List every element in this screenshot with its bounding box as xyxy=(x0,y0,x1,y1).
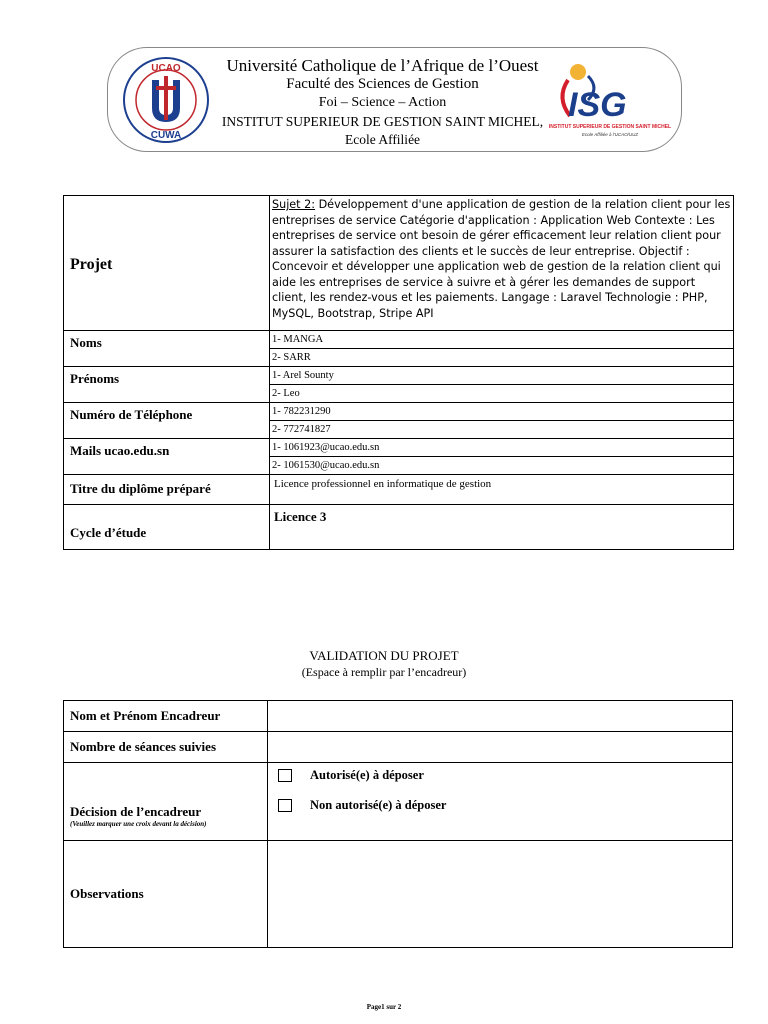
noms-label-cell xyxy=(64,331,270,367)
mail-2: 2- 1061530@ucao.edu.sn xyxy=(270,456,733,474)
isg-logo-sub: Ecole Affiliée à l'UCAO/UUZ xyxy=(581,132,639,137)
project-label-cell xyxy=(64,196,270,331)
faculty-name: Faculté des Sciences de Gestion xyxy=(286,76,479,92)
telephone-label: Numéro de Téléphone xyxy=(70,407,193,422)
option-yes-row[interactable] xyxy=(278,766,732,784)
prenom-1: 1- Arel Sounty xyxy=(272,370,334,381)
decision-note: (Veuillez marquer une croix devant la décision) xyxy=(70,820,207,828)
cycle-value: Licence 3 xyxy=(270,505,734,550)
mails-values-cell xyxy=(270,439,734,475)
encadreur-input[interactable] xyxy=(268,701,733,732)
encadreur-label: Nom et Prénom Encadreur xyxy=(70,708,221,723)
prenom-2: 2- Leo xyxy=(270,384,733,402)
motto: Foi – Science – Action xyxy=(318,95,447,110)
mail-1: 1- 1061923@ucao.edu.sn xyxy=(272,442,380,453)
noms-label: Noms xyxy=(70,335,102,350)
mails-label-cell xyxy=(64,439,270,475)
ucao-logo-bottom: CUWA xyxy=(150,130,182,141)
telephone-2: 2- 772741827 xyxy=(270,420,733,438)
nom-2: 2- SARR xyxy=(270,348,733,366)
project-table xyxy=(63,195,734,550)
decision-options xyxy=(268,763,733,841)
cycle-label-cell xyxy=(64,505,270,550)
observations-label: Observations xyxy=(70,886,144,901)
school-type: Ecole Affiliée xyxy=(344,132,421,147)
telephone-label-cell xyxy=(64,403,270,439)
cycle-label: Cycle d’étude xyxy=(70,525,147,540)
institute-name: INSTITUT SUPERIEUR DE GESTION SAINT MICHEL, xyxy=(221,114,544,129)
project-label: Projet xyxy=(70,256,113,273)
validation-subtitle: (Espace à remplir par l’encadreur) xyxy=(301,665,467,679)
option-no-checkbox[interactable] xyxy=(278,799,292,812)
decision-label-cell xyxy=(64,763,268,841)
isg-logo xyxy=(548,58,672,144)
nom-1: 1- MANGA xyxy=(272,334,324,345)
diplome-label-cell xyxy=(64,475,270,505)
isg-logo-caption: INSTITUT SUPERIEUR DE GESTION SAINT MICHEL xyxy=(548,124,672,130)
telephone-values-cell xyxy=(270,403,734,439)
noms-values-cell xyxy=(270,331,734,367)
isg-logo-name: ISG xyxy=(568,86,627,124)
seances-label: Nombre de séances suivies xyxy=(70,739,217,754)
seances-input[interactable] xyxy=(268,732,733,763)
seances-label-cell xyxy=(64,732,268,763)
option-yes-label: Autorisé(e) à déposer xyxy=(310,768,424,782)
ucao-logo-top: UCAO xyxy=(151,63,181,74)
mails-label: Mails ucao.edu.sn xyxy=(70,443,170,458)
page-number: Page1 sur 2 xyxy=(366,1003,402,1011)
prenoms-label-cell xyxy=(64,367,270,403)
telephone-1: 1- 782231290 xyxy=(272,406,331,417)
observations-label-cell xyxy=(64,841,268,948)
option-no-label: Non autorisé(e) à déposer xyxy=(310,798,447,812)
project-subject-cell xyxy=(270,196,734,331)
prenoms-values-cell xyxy=(270,367,734,403)
diplome-label: Titre du diplôme préparé xyxy=(70,481,211,496)
university-name: Université Catholique de l’Afrique de l’Ouest xyxy=(226,56,539,75)
validation-title: VALIDATION DU PROJET xyxy=(309,648,459,663)
diplome-value: Licence professionnel en informatique de gestion xyxy=(270,475,734,505)
ucao-logo xyxy=(118,56,214,144)
observations-input[interactable] xyxy=(268,841,733,948)
subject-prefix: Sujet 2: xyxy=(272,198,316,211)
subject-text: Développement d'une application de gestion de la relation client pour les entreprises de service Catégorie d'application : Application Web Contexte : Les entreprises de service ont besoin de gérer efficacement leur relation client pour assurer la satisfaction des clients et le succès de leur entreprise. Objectif : Concevoir et développer une application web de gestion de la relation client qui aide les entreprises de service à suivre et à gérer les demandes de support client, les rendez-vous et les paiements. Langage : Laravel Technologie : PHP, MySQL, Bootstrap, Stripe API xyxy=(272,198,731,320)
encadreur-label-cell xyxy=(64,701,268,732)
decision-label: Décision de l’encadreur xyxy=(70,804,202,819)
option-no-row[interactable] xyxy=(278,796,732,814)
validation-table xyxy=(63,700,733,948)
prenoms-label: Prénoms xyxy=(70,371,120,386)
option-yes-checkbox[interactable] xyxy=(278,769,292,782)
